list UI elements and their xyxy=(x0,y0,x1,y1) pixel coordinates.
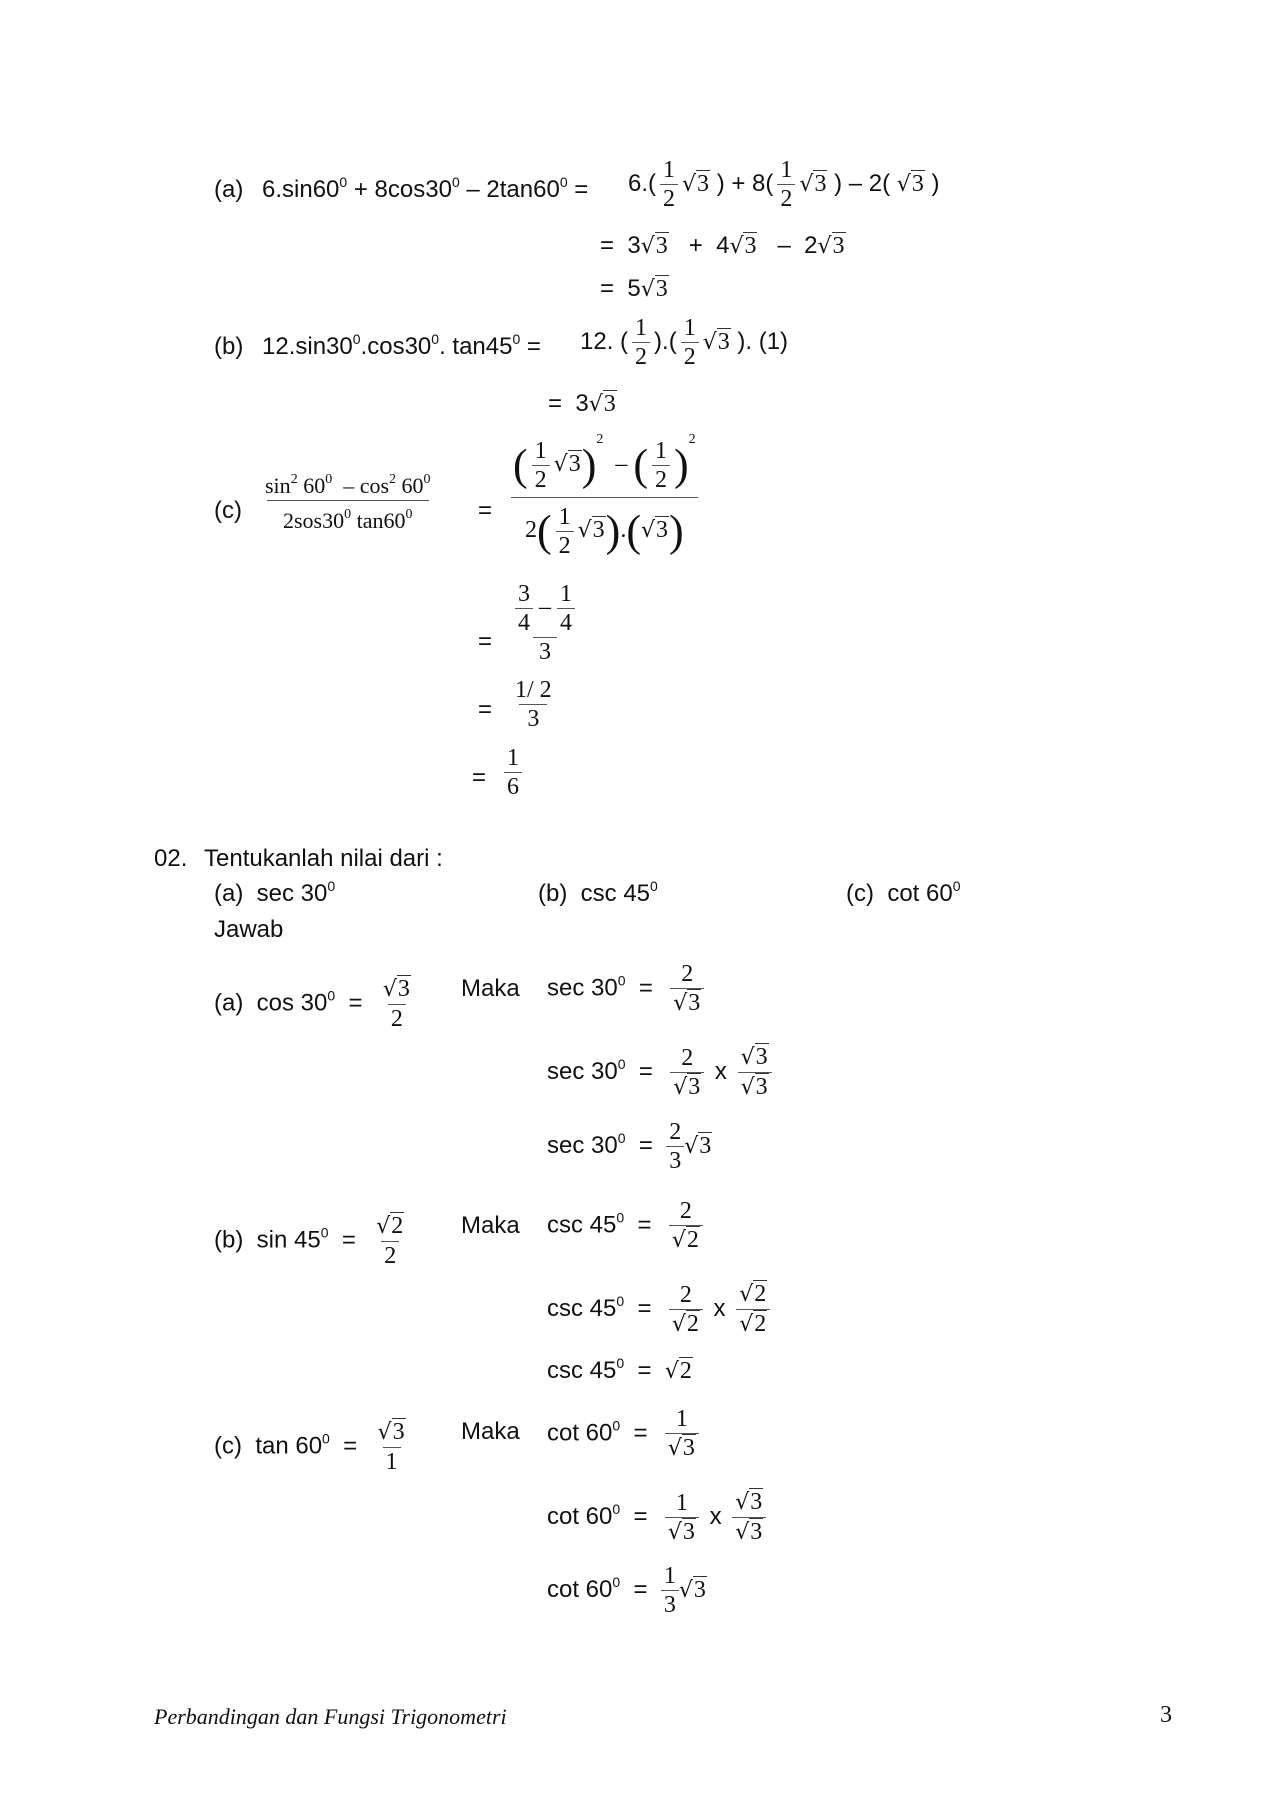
p2-prompt: Tentukanlah nilai dari : xyxy=(204,845,443,872)
p2a-step2: $\sec 30^0$ = $\frac{2}{√3}$ x $\frac{√3}{√3}$ xyxy=(547,1043,776,1102)
footer-title: Perbandingan dan Fungsi Trigonometri xyxy=(154,1704,507,1729)
p2c-step3: $\cot 60^0$ = $\frac{1}{3}$ √3 xyxy=(547,1563,706,1618)
p1b-step1: 12. ( $\frac{1}{2}$ ).( $\frac{1}{2}$ √3 ). (1) xyxy=(580,315,789,370)
p1c-step2: $\frac{3}{4}$ – $\frac{1}{4}$ 3 xyxy=(512,580,578,666)
p1c-eq2: = xyxy=(478,628,493,655)
p2a-given: (a) $\cos 30^0$ = $\frac{√3}{2}$ xyxy=(214,976,410,1032)
p2-answer-label: Jawab xyxy=(214,916,284,943)
page-number: 3 xyxy=(1160,1702,1172,1728)
p2c-step1: $\cot 60^0$ = $\frac{1}{√3}$ xyxy=(547,1405,703,1463)
p2b-step2: $\csc 45^0$ = $\frac{2}{√2}$ x $\frac{√2}{√2}$ xyxy=(547,1280,774,1339)
p2b-step1: $\csc 45^0$ = $\frac{2}{√2}$ xyxy=(547,1197,707,1255)
p2b-given: (b) $\sin 45^0$ = $\frac{√2}{2}$ xyxy=(214,1213,404,1269)
p2b-step3: $\csc 45^0 = √2$ xyxy=(547,1355,692,1384)
p1c-eq4: = xyxy=(472,764,487,791)
p1c-step1: ( $\frac{1}{2}$ √3)$^2$ – ( $\frac{1}{2}$ )$^2$ 2( $\frac{1}{2}$ √3).(√3) xyxy=(510,432,699,564)
p1b-lhs: $12.\sin 30^0.\cos 30^0$. $\tan 45^0$ = xyxy=(262,331,541,360)
p1c-eq3: = xyxy=(478,696,493,723)
p1c-label: (c) xyxy=(214,497,242,524)
p1c-lhs-fraction: $\sin^2 60^0 - \cos^2 60^0$ $2sos30^0$ $\tan 60^0$ xyxy=(265,472,431,533)
p2b-maka: Maka xyxy=(461,1212,520,1239)
p1c-step4: $\frac{1}{6}$ xyxy=(504,744,522,801)
p2c-maka: Maka xyxy=(461,1418,520,1445)
p1c-equals: = xyxy=(478,497,493,524)
p1a-step3: = 5√3 xyxy=(600,275,668,302)
p2-option-a: (a) $\sec 30^0$ xyxy=(214,878,336,907)
p2c-step2: $\cot 60^0$ = $\frac{1}{√3}$ x $\frac{√3}{√3}$ xyxy=(547,1488,770,1547)
p2a-maka: Maka xyxy=(461,975,520,1002)
p1a-step1: 6.( $\frac{1}{2}$ √3 ) + 8( $\frac{1}{2}$ √3 ) – 2( √3 ) xyxy=(628,157,940,212)
p1a-label: (a) xyxy=(214,176,244,203)
p1c-step3: $\frac{1/ 2}{3}$ xyxy=(515,677,552,732)
p2a-step3: $\sec 30^0$ = $\frac{2}{3}$ √3 xyxy=(547,1119,712,1174)
p2-option-b: (b) $\csc 45^0$ xyxy=(538,878,658,907)
p1b-label: (b) xyxy=(214,333,244,360)
p1a-step2: = 3√3 + 4√3 – 2√3 xyxy=(600,232,845,259)
p2a-step1: $\sec 30^0$ = $\frac{2}{√3}$ xyxy=(547,960,708,1018)
p2-number: 02. xyxy=(154,845,188,872)
p1a-lhs: $6.\sin 60^0 + 8\cos 30^0 - 2\tan 60^0$ = xyxy=(262,174,589,203)
p2-option-c: (c) $\cot 60^0$ xyxy=(846,878,961,907)
p1b-step2: = 3√3 xyxy=(548,390,616,417)
p2c-given: (c) $\tan 60^0$ = $\frac{√3}{1}$ xyxy=(214,1419,405,1475)
